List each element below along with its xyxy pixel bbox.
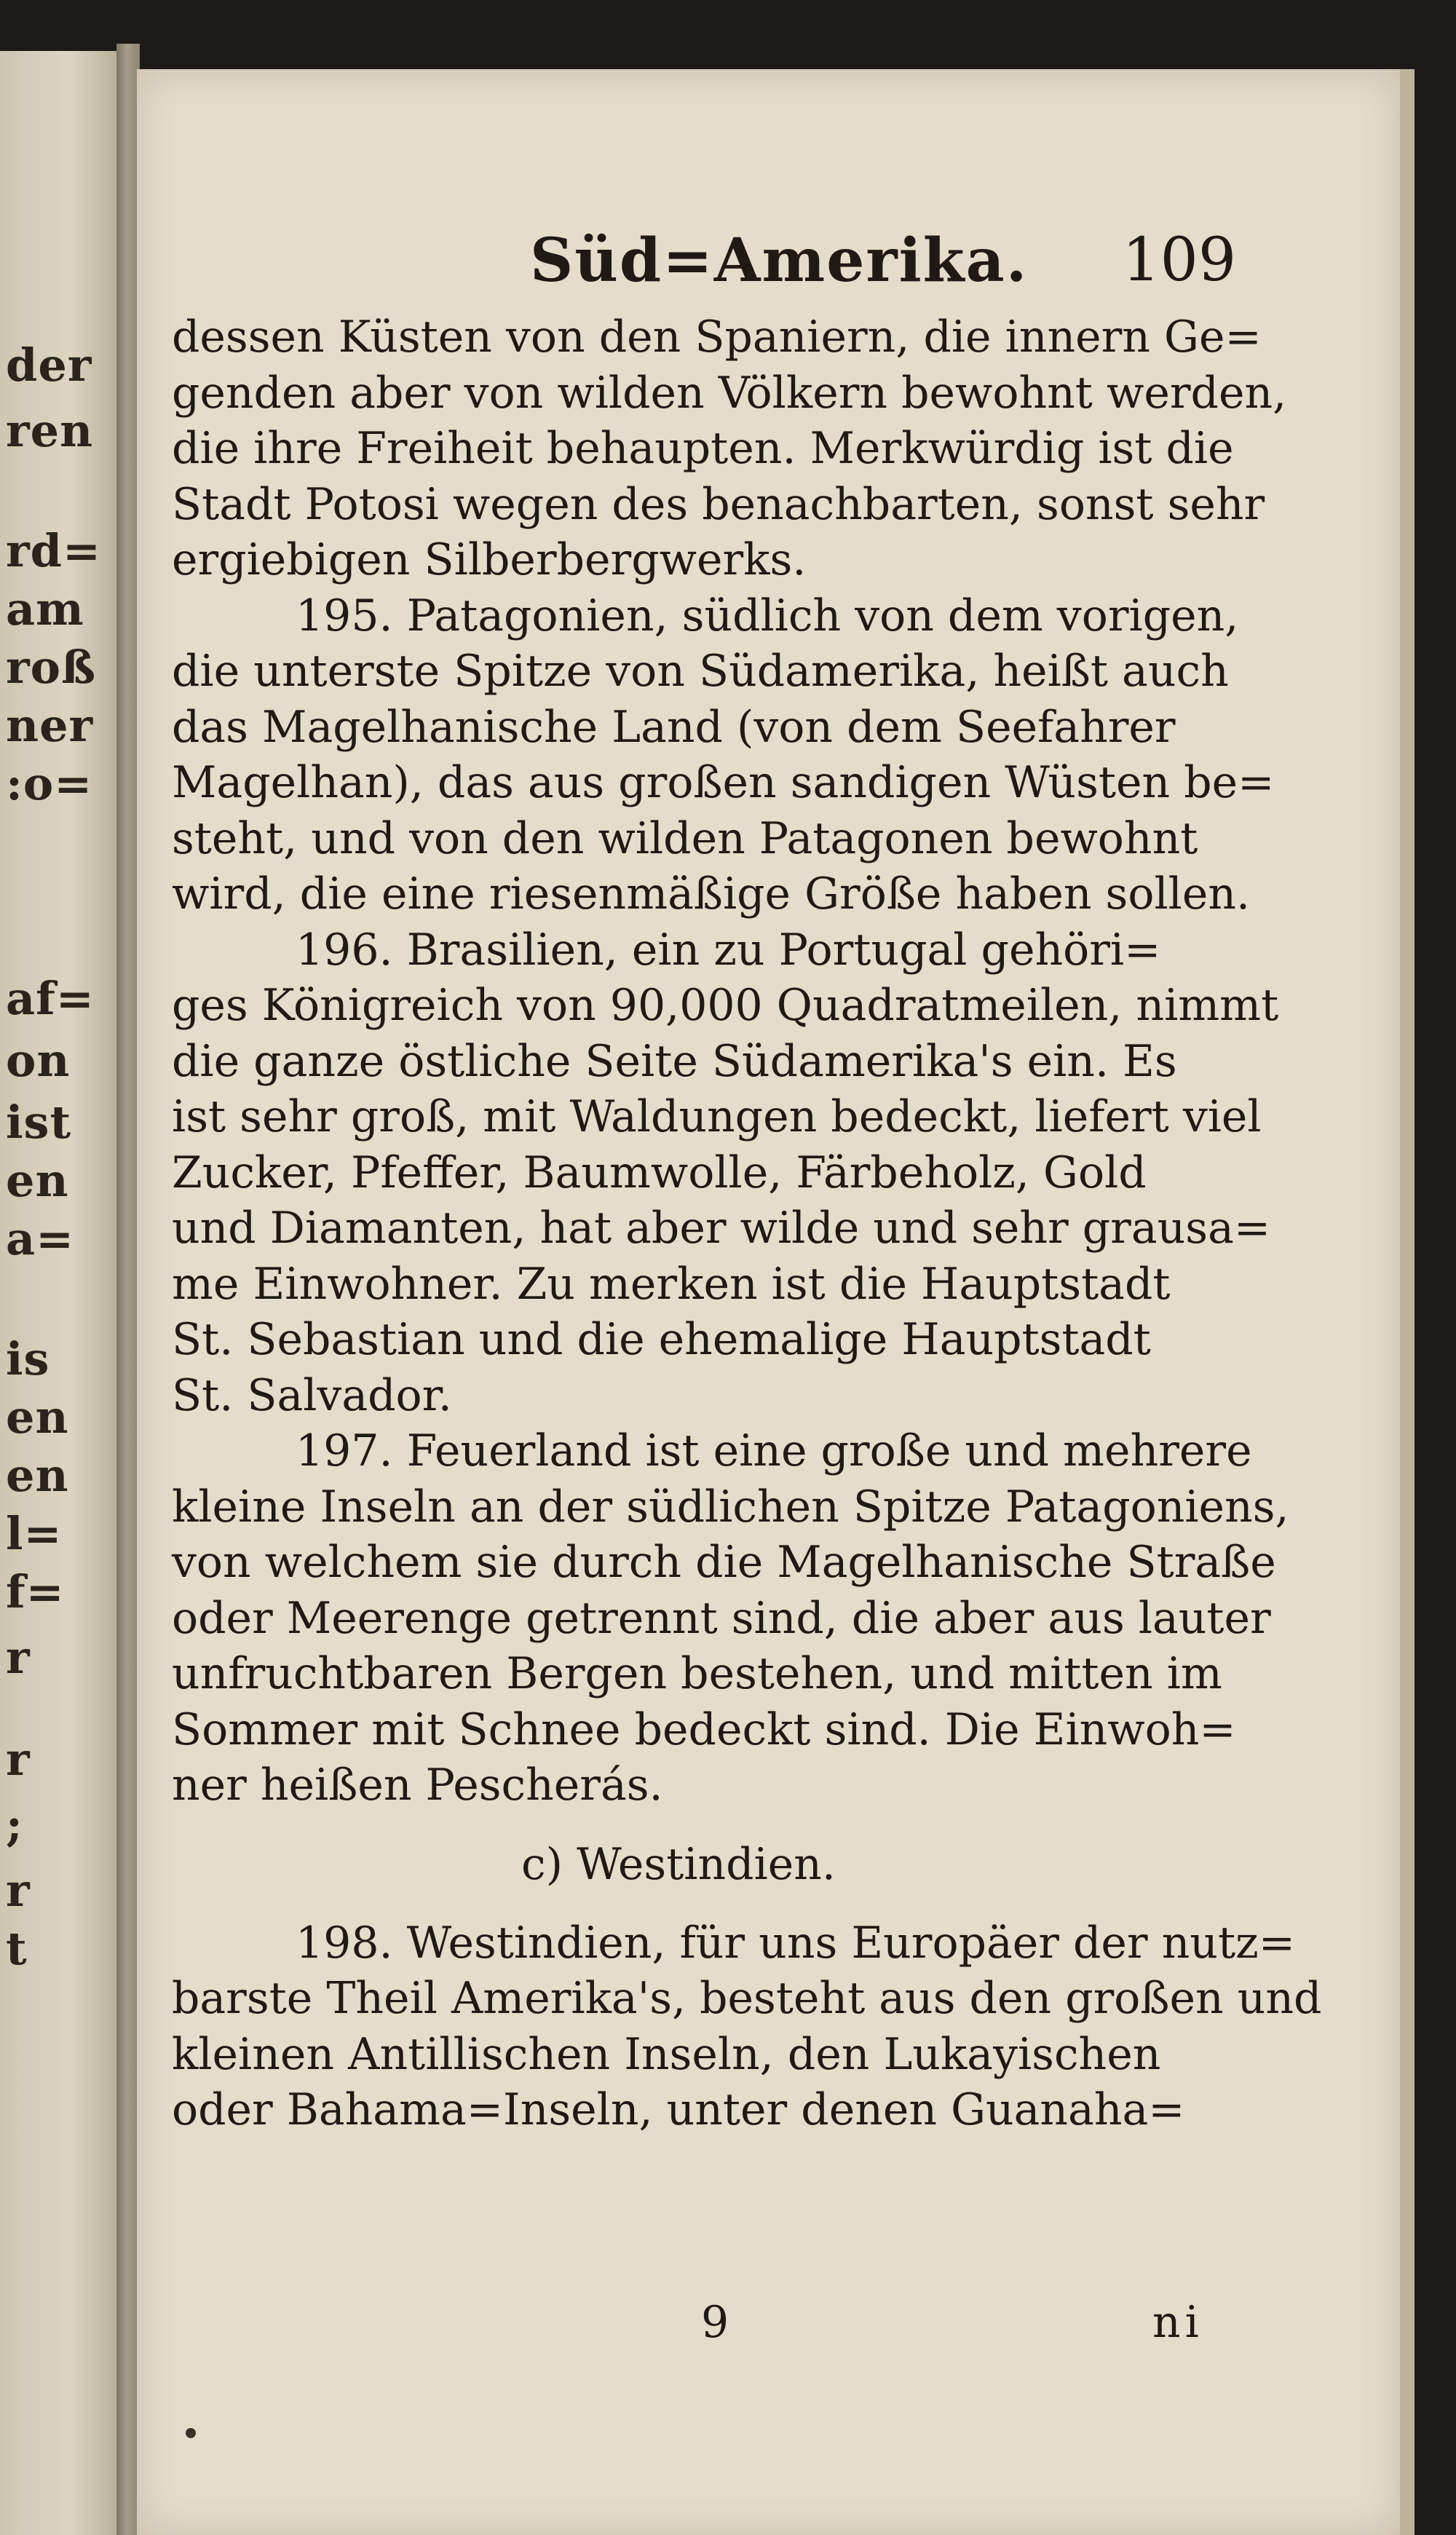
text-line: Zucker, Pfeffer, Baumwolle, Färbeholz, Gold <box>172 1147 1147 1198</box>
section-heading: c) Westindien. <box>521 1838 836 1890</box>
left-page-fragment: a= <box>6 1212 75 1265</box>
left-page-fragment: r <box>6 1631 31 1684</box>
text-line: ner heißen Pescherás. <box>172 1760 663 1811</box>
left-page-fragment: en <box>6 1391 69 1444</box>
left-page-fragment: roß <box>6 641 97 694</box>
text-line: St. Sebastian und die ehemalige Hauptstadt <box>172 1314 1151 1365</box>
text-line: me Einwohner. Zu merken ist die Hauptstadt <box>172 1258 1171 1310</box>
left-page-fragment: ist <box>6 1096 72 1149</box>
left-page-fragment: t <box>6 1922 28 1975</box>
text-line: von welchem sie durch die Magelhanische Straße <box>172 1537 1276 1588</box>
text-line: Sommer mit Schnee bedeckt sind. Die Einwoh= <box>172 1704 1236 1755</box>
text-line: steht, und von den wilden Patagonen bewohnt <box>172 812 1198 864</box>
text-line: 197. Feuerland ist eine große und mehrere <box>296 1425 1252 1476</box>
left-page-fragment: is <box>6 1332 50 1385</box>
left-page-fragment: rd= <box>6 524 101 577</box>
left-page-fragment: r <box>6 1864 31 1917</box>
body-text <box>172 309 1322 2138</box>
text-line: ges Königreich von 90,000 Quadratmeilen, nimmt <box>172 980 1279 1031</box>
ink-spot <box>186 2428 196 2438</box>
text-line: 198. Westindien, für uns Europäer der nutz= <box>296 1917 1295 1969</box>
page-footer <box>137 2297 1400 2362</box>
text-line: 195. Patagonien, südlich von dem vorigen, <box>296 590 1239 641</box>
text-line: Stadt Potosi wegen des benachbarten, sonst sehr <box>172 478 1265 530</box>
left-page-fragment: ner <box>6 699 94 752</box>
text-line: die ganze östliche Seite Südamerika's ein. Es <box>172 1035 1177 1087</box>
left-page-fragment: der <box>6 339 92 392</box>
left-page-fragment: :o= <box>6 757 93 810</box>
page-edge <box>1400 69 1415 2535</box>
text-line: oder Meerenge getrennt sind, die aber aus lauter <box>172 1592 1271 1644</box>
text-line: kleine Inseln an der südlichen Spitze Patagoniens, <box>172 1481 1289 1533</box>
text-line: genden aber von wilden Völkern bewohnt werden, <box>172 367 1287 419</box>
text-line: kleinen Antillischen Inseln, den Lukayischen <box>172 2028 1161 2080</box>
text-line: oder Bahama=Inseln, unter denen Guanaha= <box>172 2084 1185 2135</box>
text-line: und Diamanten, hat aber wilde und sehr grausa= <box>172 1203 1271 1254</box>
left-page-fragment: ; <box>6 1798 23 1851</box>
text-line: die unterste Spitze von Südamerika, heißt auch <box>172 646 1229 697</box>
page-header <box>137 226 1400 313</box>
left-page-fragment: am <box>6 582 84 636</box>
text-line: St. Salvador. <box>172 1369 452 1421</box>
text-line: 196. Brasilien, ein zu Portugal gehöri= <box>296 924 1161 976</box>
left-page-fragment: f= <box>6 1565 65 1618</box>
left-page-fragment: af= <box>6 972 95 1025</box>
left-page-strip <box>0 51 116 2535</box>
text-line: das Magelhanische Land (von dem Seefahrer <box>172 701 1176 753</box>
text-line: die ihre Freiheit behaupten. Merkwürdig ist die <box>172 423 1234 474</box>
left-page-fragment: en <box>6 1449 69 1502</box>
text-line: barste Theil Amerika's, besteht aus den großen und <box>172 1973 1322 2024</box>
text-line: ergiebigen Silberbergwerks. <box>172 534 807 585</box>
book-page <box>137 69 1400 2535</box>
text-line: wird, die eine riesenmäßige Größe haben sollen. <box>172 869 1251 920</box>
left-page-fragment: on <box>6 1034 71 1087</box>
left-page-fragment: l= <box>6 1507 63 1560</box>
signature-mark: 9 <box>701 2297 729 2348</box>
text-line: dessen Küsten von den Spaniern, die innern Ge= <box>172 312 1262 363</box>
catchword: ni <box>1152 2297 1203 2348</box>
text-line: unfruchtbaren Bergen bestehen, und mitten im <box>172 1648 1222 1699</box>
text-line: Magelhan), das aus großen sandigen Wüsten be= <box>172 757 1275 808</box>
text-line: ist sehr groß, mit Waldungen bedeckt, liefert viel <box>172 1091 1262 1142</box>
left-page-fragment: en <box>6 1154 69 1207</box>
left-page-fragment: ren <box>6 404 94 457</box>
left-page-fragment: r <box>6 1733 31 1786</box>
running-title: Süd=Amerika. <box>530 226 1029 296</box>
page-number: 109 <box>1122 226 1236 295</box>
